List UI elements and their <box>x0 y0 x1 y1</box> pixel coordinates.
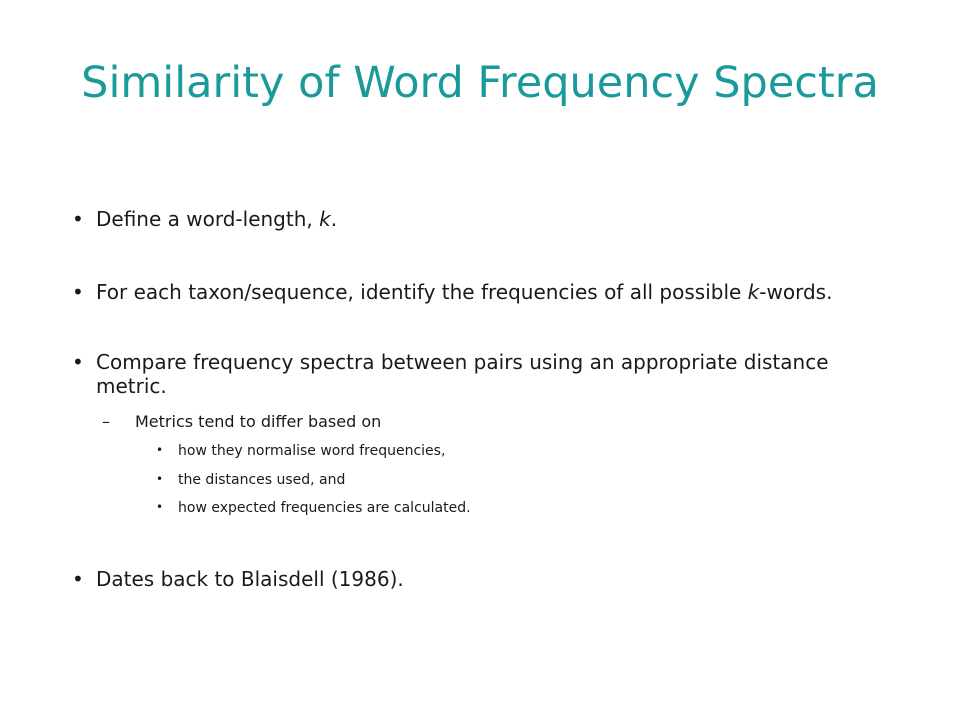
sub-sub-bullet-marker: • <box>156 443 164 457</box>
bullet-text: Dates back to Blaisdell (1986). <box>96 567 404 591</box>
sub-bullet-marker: – <box>102 412 110 431</box>
bullet-marker: • <box>72 567 84 591</box>
sub-sub-bullet-marker: • <box>156 472 164 486</box>
sub-sub-bullet-marker: • <box>156 500 164 514</box>
sub-sub-bullet-text: how expected frequencies are calculated. <box>178 500 471 516</box>
bullet-text: Define a word-length, k. <box>96 207 338 231</box>
sub-sub-bullet-text: how they normalise word frequencies, <box>178 443 446 459</box>
bullet-marker: • <box>72 350 84 374</box>
bullet-marker: • <box>72 280 84 304</box>
bullet-text: For each taxon/sequence, identify the frequencies of all possible k-words. <box>96 280 833 304</box>
sub-sub-bullet-text: the distances used, and <box>178 472 346 488</box>
sub-bullet-text: Metrics tend to differ based on <box>135 412 382 431</box>
bullet-marker: • <box>72 207 84 231</box>
slide-title: Similarity of Word Frequency Spectra <box>81 58 879 108</box>
bullet-text: Compare frequency spectra between pairs using an appropriate distance metric. <box>96 350 829 398</box>
